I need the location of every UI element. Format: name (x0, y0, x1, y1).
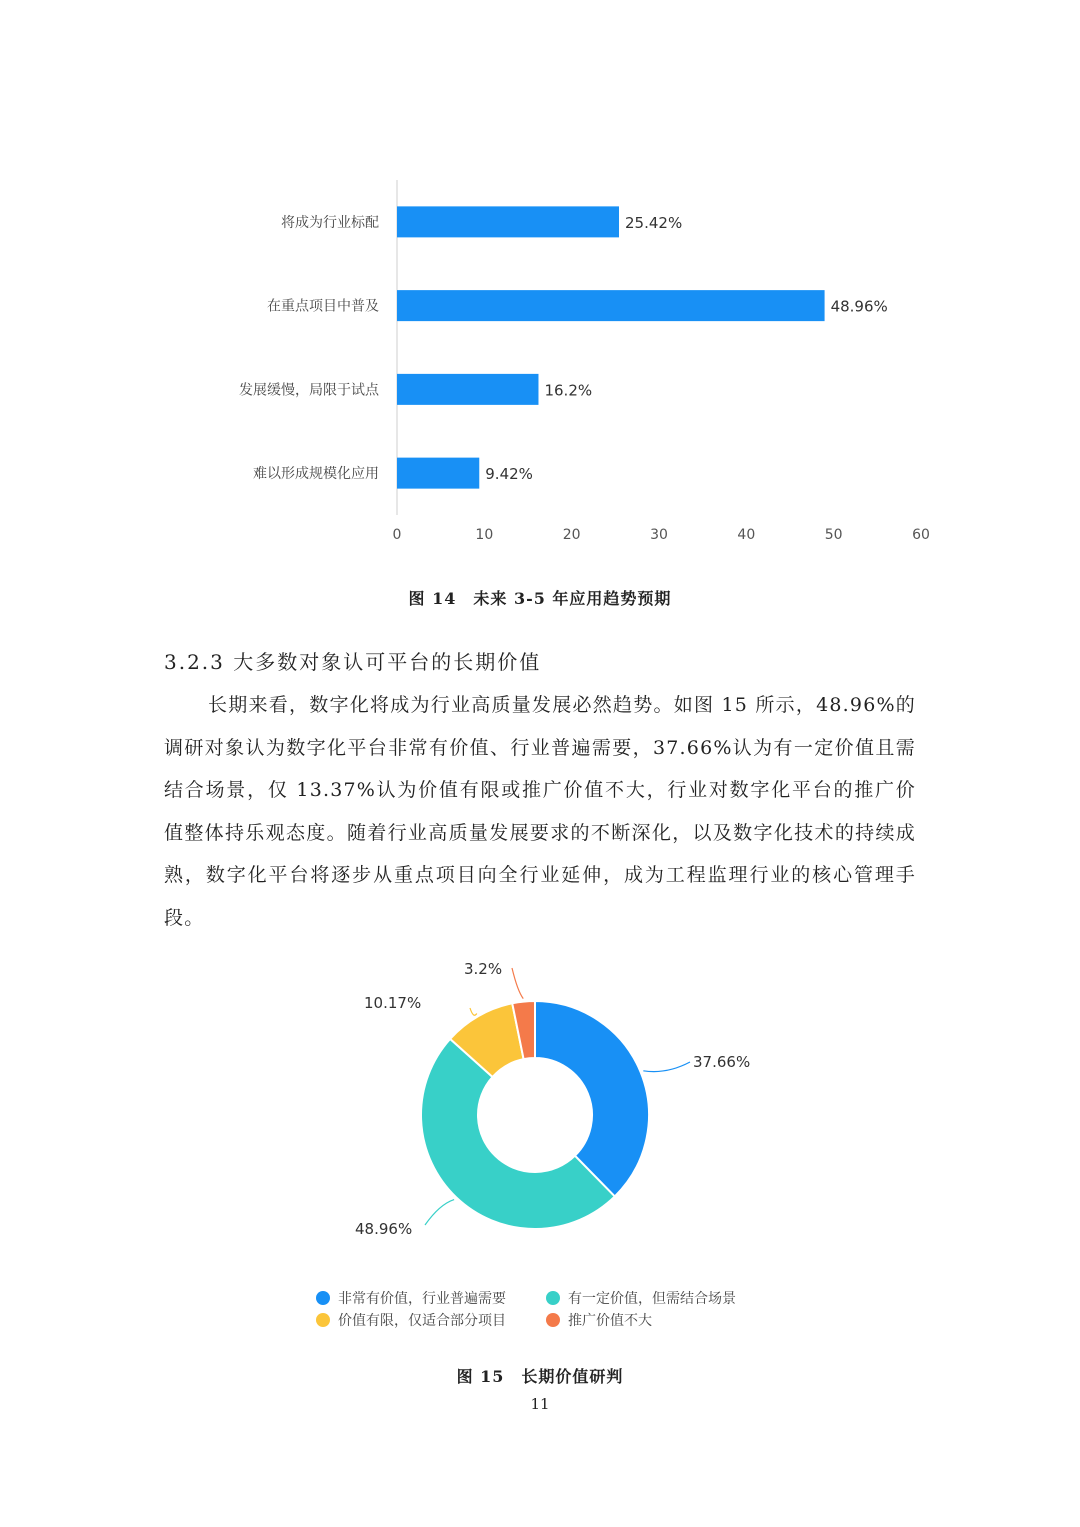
slice-leader-line (643, 1062, 690, 1072)
x-tick-label: 10 (475, 527, 494, 543)
legend-label: 推广价值不大 (568, 1313, 652, 1329)
bar (397, 290, 825, 321)
legend-item (316, 1288, 546, 1308)
page-number: 11 (530, 1395, 550, 1413)
legend-item (546, 1288, 776, 1308)
legend-label: 有一定价值，但需结合场景 (568, 1291, 736, 1307)
slice-value-label: 10.17% (364, 994, 422, 1012)
legend-dot (316, 1313, 330, 1327)
x-tick-label: 30 (650, 527, 668, 543)
figure-14-caption: 图 14 未来 3-5 年应用趋势预期 (408, 589, 672, 608)
category-label: 将成为行业标配 (281, 214, 379, 231)
legend-dot (546, 1291, 560, 1305)
donut-legend (316, 1288, 776, 1330)
bar (397, 458, 479, 489)
category-label: 难以形成规模化应用 (253, 466, 379, 483)
bar-value-label: 16.2% (544, 381, 593, 400)
figure-15-caption: 图 15 长期价值研判 (456, 1367, 624, 1386)
bar-value-label: 48.96% (830, 297, 888, 316)
slice-leader-line (425, 1200, 454, 1225)
slice-leader-line (512, 968, 523, 999)
legend-label: 价值有限，仅适合部分项目 (338, 1313, 506, 1329)
legend-item (316, 1310, 546, 1330)
x-tick-label: 60 (912, 527, 930, 543)
body-paragraph: 长期来看，数字化将成为行业高质量发展必然趋势。如图 15 所示，48.96%的调研对象认为数字化平台非常有价值、行业普遍需要，37.66%认为有一定价值且需结合场景，仅 13.37%认为价值有限或推广价值不大，行业对数字化平台的推广价值整体持乐观态度。随着行业高质量发展要求的不断深化，以及数字化技术的持续成熟，数字化平台将逐步从重点项目向全行业延伸，成为工程监理行业的核心管理手段。 (164, 694, 916, 929)
category-label: 发展缓慢，局限于试点 (239, 382, 379, 399)
bar-value-label: 25.42% (625, 213, 683, 232)
bar-value-label: 9.42% (485, 465, 533, 484)
x-tick-label: 0 (392, 527, 402, 543)
bar (397, 206, 619, 237)
bar-chart (0, 160, 1080, 560)
legend-label: 非常有价值，行业普遍需要 (338, 1291, 506, 1307)
legend-dot (546, 1313, 560, 1327)
x-tick-label: 40 (737, 527, 756, 543)
legend-item (546, 1310, 776, 1330)
bar (397, 374, 538, 405)
donut-slice (535, 1001, 649, 1196)
x-tick-label: 20 (562, 527, 581, 543)
section-title: 3.2.3 大多数对象认可平台的长期价值 (164, 650, 542, 674)
slice-value-label: 48.96% (355, 1220, 413, 1238)
donut-chart (0, 945, 1080, 1275)
slice-value-label: 3.2% (464, 960, 503, 978)
slice-value-label: 37.66% (693, 1053, 751, 1071)
x-tick-label: 50 (824, 527, 843, 543)
slice-leader-line (470, 1008, 477, 1015)
category-label: 在重点项目中普及 (267, 298, 379, 315)
legend-dot (316, 1291, 330, 1305)
